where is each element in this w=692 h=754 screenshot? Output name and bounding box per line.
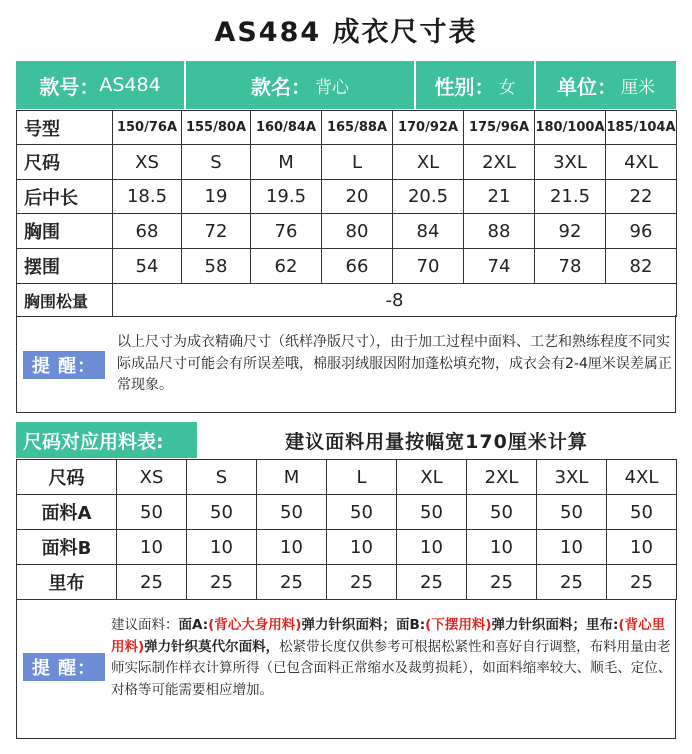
fabric-table-label: 尺码对应用料表: (16, 422, 197, 458)
fabric-cell: XL (397, 460, 467, 495)
unit-cell (536, 61, 676, 109)
size-cell: 185/104A (606, 111, 677, 145)
size-cell: 66 (322, 249, 393, 284)
fabric-table-title: 建议面料用量按幅宽170厘米计算 (285, 430, 588, 453)
unit-value: 厘米 (621, 77, 655, 98)
unit-label: 单位： (557, 74, 617, 99)
fabric-b-desc: 弹力针织面料； (491, 617, 586, 633)
fabric-cell: 50 (257, 495, 327, 530)
gender-label: 性别： (434, 74, 495, 99)
size-cell: 54 (113, 249, 182, 284)
fabric-cell: XS (117, 460, 187, 495)
fabric-cell: 10 (537, 530, 607, 565)
fabric-row (17, 530, 677, 565)
size-cell: 21.5 (535, 180, 606, 214)
lining-usage: (背心里用料) (111, 617, 666, 655)
ease-row (17, 284, 677, 317)
fabric-cell: 10 (467, 530, 537, 565)
size-cell: 18.5 (113, 180, 182, 214)
size-cell: 72 (182, 214, 251, 249)
row-header: 摆围 (17, 249, 113, 284)
fabric-row (17, 495, 677, 530)
fabric-cell: 2XL (467, 460, 537, 495)
row-header: 后中长 (17, 180, 113, 214)
fabric-cell: 10 (607, 530, 677, 565)
lining-desc: 弹力针织莫代尔面料， (144, 638, 280, 655)
fabric-cell: 10 (327, 530, 397, 565)
fabric-row (17, 460, 677, 495)
fabric-reminder-text (111, 615, 673, 701)
size-row (17, 249, 677, 284)
fabric-cell: L (327, 460, 397, 495)
size-cell: 68 (113, 214, 182, 249)
fabric-table (16, 459, 677, 600)
size-cell: 150/76A (113, 111, 182, 145)
fabric-cell: 3XL (537, 460, 607, 495)
fabric-cell: 10 (117, 530, 187, 565)
size-cell: 3XL (535, 145, 606, 180)
fabric-cell: 50 (397, 495, 467, 530)
row-header: 胸围松量 (17, 284, 113, 317)
size-cell: 19 (182, 180, 251, 214)
size-cell: 180/100A (535, 111, 606, 145)
row-header: 胸围 (17, 214, 113, 249)
fabric-cell: 50 (607, 495, 677, 530)
fabric-a-label: 面A: (178, 617, 209, 633)
gender-cell (416, 61, 536, 109)
size-cell: 78 (535, 249, 606, 284)
style-no-value: AS484 (99, 74, 161, 96)
size-cell: 74 (464, 249, 535, 284)
size-cell: 175/96A (464, 111, 535, 145)
page-title: AS484 成衣尺寸表 (214, 17, 478, 48)
size-cell: 20.5 (393, 180, 464, 214)
fabric-cell: 50 (537, 495, 607, 530)
size-row (17, 214, 677, 249)
size-table (16, 110, 677, 317)
row-header: 尺码 (17, 145, 113, 180)
fabric-cell: 25 (117, 565, 187, 600)
fabric-b-usage: (下摆用料) (425, 617, 492, 633)
size-cell: 82 (606, 249, 677, 284)
size-cell: 165/88A (322, 111, 393, 145)
fabric-cell: 25 (187, 565, 257, 600)
size-cell: M (251, 145, 322, 180)
fabric-row (17, 565, 677, 600)
row-header: 尺码 (17, 460, 117, 495)
row-header: 面料B (17, 530, 117, 565)
lining-label: 里布: (586, 617, 619, 633)
size-reminder-box (16, 315, 676, 413)
fabric-b-label: 面B: (395, 617, 426, 633)
style-no-label: 款号： (39, 74, 100, 99)
size-cell: 80 (322, 214, 393, 249)
style-no-cell (16, 61, 186, 109)
size-cell: 58 (182, 249, 251, 284)
suggest-label: 建议面料： (111, 617, 179, 633)
fabric-cell: 25 (607, 565, 677, 600)
fabric-cell: 25 (537, 565, 607, 600)
size-cell: 21 (464, 180, 535, 214)
size-cell: 170/92A (393, 111, 464, 145)
fabric-cell: 4XL (607, 460, 677, 495)
size-cell: 19.5 (251, 180, 322, 214)
reminder-badge: 提 醒： (23, 653, 105, 681)
size-cell: 88 (464, 214, 535, 249)
fabric-cell: 10 (397, 530, 467, 565)
fabric-cell: 50 (467, 495, 537, 530)
row-header: 号型 (17, 111, 113, 145)
size-cell: 70 (393, 249, 464, 284)
size-cell: 84 (393, 214, 464, 249)
size-cell: 155/80A (182, 111, 251, 145)
fabric-cell: 25 (257, 565, 327, 600)
size-cell: S (182, 145, 251, 180)
size-row (17, 145, 677, 180)
fabric-cell: 50 (327, 495, 397, 530)
size-cell: 96 (606, 214, 677, 249)
size-cell: 20 (322, 180, 393, 214)
style-name-value: 背心 (315, 77, 349, 98)
size-cell: L (322, 145, 393, 180)
size-cell: 22 (606, 180, 677, 214)
fabric-a-usage: (背心大身用料) (208, 617, 302, 633)
row-header: 面料A (17, 495, 117, 530)
style-name-label: 款名： (251, 74, 311, 99)
fabric-reminder-box (16, 599, 676, 739)
fabric-cell: 25 (467, 565, 537, 600)
style-header-bar (16, 61, 676, 109)
size-row (17, 180, 677, 214)
size-cell: XS (113, 145, 182, 180)
size-cell: 160/84A (251, 111, 322, 145)
reminder-badge: 提 醒： (23, 351, 105, 379)
fabric-cell: 50 (117, 495, 187, 530)
size-cell: 4XL (606, 145, 677, 180)
fabric-cell: 25 (327, 565, 397, 600)
size-cell: 76 (251, 214, 322, 249)
fabric-cell: S (187, 460, 257, 495)
ease-value: -8 (113, 284, 677, 317)
fabric-cell: 25 (397, 565, 467, 600)
size-cell: XL (393, 145, 464, 180)
size-cell: 2XL (464, 145, 535, 180)
fabric-header (16, 422, 676, 458)
size-row (17, 111, 677, 145)
size-cell: 92 (535, 214, 606, 249)
fabric-cell: 10 (257, 530, 327, 565)
fabric-cell: M (257, 460, 327, 495)
reminder-text: 以上尺寸为成衣精确尺寸（纸样净版尺寸），由于加工过程中面料、工艺和熟练程度不同实际成品尺寸可能会有所误差哦，棉服羽绒服因附加蓬松填充物，成衣会有2-4厘米误差属正常现象。 (117, 334, 672, 393)
row-header: 里布 (17, 565, 117, 600)
fabric-cell: 10 (187, 530, 257, 565)
fabric-cell: 50 (187, 495, 257, 530)
style-name-cell (186, 61, 416, 109)
fabric-reminder-rest: 松紧带长度仅供参考可根据松紧性和喜好自行调整，布料用量由老师实际制作样衣计算所得（已包含面料正常缩水及裁剪损耗），如面料缩率较大、顺毛、定位、对格等可能需要相应增加。 (111, 638, 672, 698)
fabric-a-desc: 弹力针织面料； (301, 617, 396, 633)
gender-value: 女 (498, 77, 516, 98)
size-cell: 62 (251, 249, 322, 284)
